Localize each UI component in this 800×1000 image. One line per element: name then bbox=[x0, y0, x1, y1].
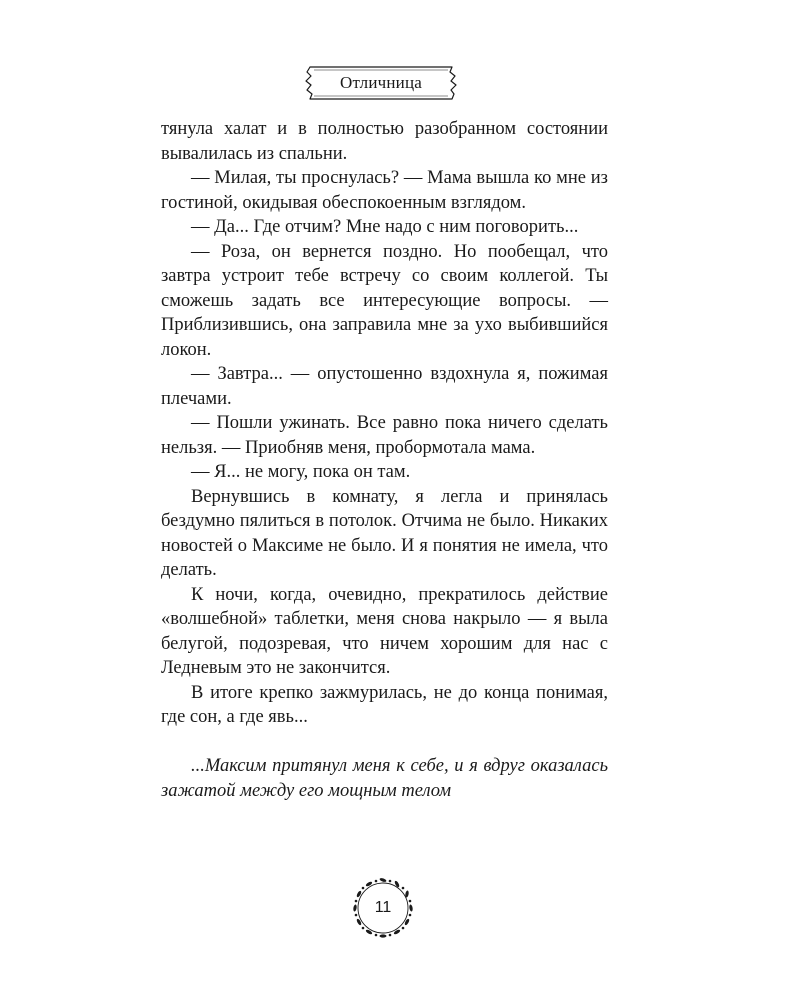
paragraph: — Роза, он вернется поздно. Но пообещал, что завтра устроит тебе встречу со своим коллегой. Ты сможешь задать все интересующие вопросы. — Приблизившись, она заправила мне за ухо выбившийся локон. bbox=[161, 241, 608, 360]
paragraph: тянула халат и в полностью разобранном состоянии вывалилась из спальни. bbox=[161, 119, 608, 164]
paragraph: — Пошли ужинать. Все равно пока ничего сделать нельзя. — Приобняв меня, пробормотала мама. bbox=[161, 413, 608, 458]
page-number: 11 bbox=[374, 899, 392, 916]
paragraph: Вернувшись в комнату, я легла и принялась бездумно пялиться в потолок. Отчима не было. Никаких новостей о Максиме не было. И я понятия не имела, что делать. bbox=[161, 486, 608, 580]
running-header bbox=[302, 64, 460, 102]
page-number-ornament bbox=[345, 870, 421, 946]
paragraph: — Да... Где отчим? Мне надо с ним поговорить... bbox=[191, 217, 579, 237]
body-text bbox=[161, 117, 608, 803]
running-title: Отличница bbox=[339, 73, 423, 92]
paragraph: К ночи, когда, очевидно, прекратилось действие «волшебной» таблетки, меня снова накрыло — я выла белугой, подозревая, что ничем хорошим для нас с Ледневым это не закончится. bbox=[161, 584, 608, 678]
italic-paragraph: ...Максим притянул меня к себе, и я вдруг оказалась зажатой между его мощным телом bbox=[161, 756, 608, 801]
paragraph: — Я... не могу, пока он там. bbox=[191, 462, 411, 482]
paragraph: — Милая, ты проснулась? — Мама вышла ко мне из гостиной, окидывая обеспокоенным взглядом. bbox=[161, 168, 608, 213]
paragraph: В итоге крепко зажмурилась, не до конца понимая, где сон, а где явь... bbox=[161, 682, 608, 727]
paragraph: — Завтра... — опустошенно вздохнула я, пожимая плечами. bbox=[161, 364, 608, 409]
